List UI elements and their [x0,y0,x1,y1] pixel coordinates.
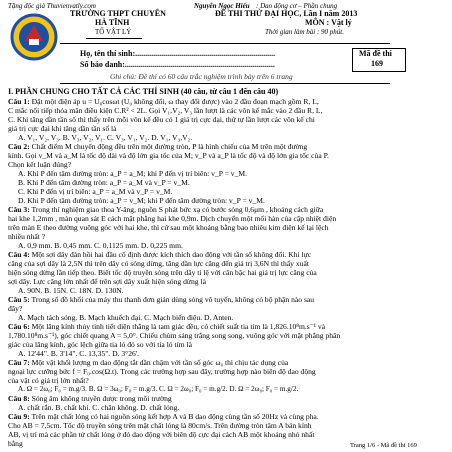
question-number: Câu 1: [8,97,30,106]
exam-subject: MÔN : Vật lý [305,18,352,27]
exam-title: ĐỀ THI THỬ ĐẠI HỌC, Lần I năm 2013 [215,9,358,18]
school-line-1: TRƯỜNG THPT CHUYÊN [70,9,166,18]
body-line: sợi dây. Lực căng lớn nhất để trên sợi dây xuất hiện sóng dừng là [8,277,206,286]
header-divider [60,43,390,44]
body-line: Câu 6: Một lăng kính thủy tinh tiết diện thẳng là tam giác đều, có chiết suất tia tím là 1,826.10⁸m.s⁻¹ và [8,322,326,331]
answer-line: A. 12'44". B. 3'14". C. 13,35". D. 3°26'. [18,349,140,358]
body-line: đây? [8,304,23,313]
body-line: hiện sóng dừng lần tiếp theo. Biết tốc độ truyền sóng trên dây tỉ lệ với căn bậc hai giá trị lực căng của [8,268,317,277]
body-line: Câu 3: Trong thí nghiệm giao thoa Y-âng, nguồn S phát bức xạ có bước sóng 0,6μm , khoảng cách giữa [8,205,324,214]
body-line: Câu 9: Trên mặt chất lỏng có hai nguồn sóng kết hợp A và B dao động cùng tần số 20Hz và cùng pha. [8,412,319,421]
section-title: I. PHẦN CHUNG CHO TẤT CẢ CÁC THÍ SINH (40 câu, từ câu 1 đến câu 40) [8,87,279,96]
body-line: Câu 8: Sóng âm không truyền được trong môi trường [8,394,172,403]
exam-code-value: 169 [371,59,383,68]
question-number: Câu 2: [8,142,30,151]
body-line: C. Khi tăng dần tần số thì thấy trên mỗi vôn kế đều có 1 giá trị cực đại, thứ tự lần lượt các vôn kế chỉ [8,115,315,124]
gift-text: Tặng độc giả Thuvienvatly.com [8,2,96,10]
school-line-3: TỔ VẬT LÝ [95,28,132,36]
answer-line: A. 0,9 mm. B. 0,45 mm. C. 0,1125 mm. D. 0,225 mm. [18,241,183,250]
question-number: Câu 5: [8,295,30,304]
question-number: Câu 6: [8,322,30,331]
answer-line: A. Khi P đến tâm đường tròn: a_P = a_M; khi P đến vị trí biên: v_P = v_M. [18,169,248,178]
body-line: Chọn kết luận đúng? [8,160,72,169]
body-line: AB, vị trí mà các phần tử chất lỏng ở đó dao động với biên độ cực đại cách AB một khoảng nhỏ nhất [8,430,315,439]
answer-line: A. 90N. B. 15N. C. 18N. D. 130N. [18,286,124,295]
body-line: ngoại lực cưỡng bức f = F₀.cos(Ω.t). Trong các trường hợp sau đây, trường hợp nào biên độ dao động [8,367,316,376]
answer-line: A. Ω = 2ω₀; F₀ = m.g/3. B. Ω = 3ω₀; F₀ = m.g/3. C. Ω = 2ω₀; F₀ = m.g/2. D. Ω = 2ω₀; F₀ = m.g/2. [18,385,299,393]
question-number: Câu 7: [8,358,30,367]
body-line: giá trị cực đại khi tăng dần tần số là [8,124,117,133]
school-underline [86,38,142,39]
body-line: C mắc nối tiếp thỏa mãn điều kiện C.R² < 2L. Gọi V₁,V₂, V₃ lần lượt là các vôn kế mắc vào 2 đầu R, L, [8,106,323,115]
body-line: của vật có giá trị lớn nhất? [8,376,89,385]
body-line: nhiều nhất ? [8,232,46,241]
exam-note: Ghi chú: Đề thi có 60 câu trắc nghiệm trình bày trên 6 trang [110,72,293,81]
author-note: : Dao động cơ – Phần chung [256,2,338,10]
body-line: kính. Gọi v_M và a_M là tốc độ dài và độ lớn gia tốc của M; v_P và a_P là tốc độ và độ lớn gia tốc của P. [8,151,329,160]
body-line: Câu 1: Đặt một điện áp u = U₀cosωt (U₀ không đổi, ω thay đổi được) vào 2 đầu đoạn mạch gồm R, L, [8,97,319,106]
body-line: giác của lăng kính, góc lệch giữa tia ló đỏ so với tia ló tím là [8,340,193,349]
exam-code-label: Mã đề thi [359,49,392,58]
author-name: Nguyễn Ngọc Hiếu [194,2,250,10]
body-line: hai khe 1,2mm , màn quan sát E cách mặt phẳng hai khe 0,9m. Dịch chuyển một mối hàn của cặp nhiệt điện [8,214,337,223]
page-footer: Trang 1/6 - Mã đề thi 169 [350,442,417,449]
answer-line: A. Mạch tách sóng. B. Mạch khuếch đại. C. Mạch biến điệu. D. Anten. [18,313,234,322]
answer-line: A. V₁, V₂, V₃. B. V₃, V₂, V₁. C. V₃, V₁, V₂. D. V₁, V₃,V₂. [18,133,193,142]
body-line: Câu 7: Một vật khối lượng m dao động tắt dần chậm với tần số góc ω₀ thì chịu tác dụng của [8,358,289,367]
body-line: Câu 2: Chất điểm M chuyển động đều trên một đường tròn, P là hình chiếu của M trên một đường [8,142,308,151]
exam-time: Thời gian làm bài : 90 phút. [265,28,344,36]
body-line: Cho AB = 7,5cm. Tốc độ truyền sóng trên mặt chất lỏng là 80cm/s. Trên đường tròn tâm A bán kính [8,421,312,430]
body-line: Câu 5: Trong số đồ khối của máy thu thanh đơn giản dùng sóng vô tuyến, không có bộ phận nào sau [8,295,315,304]
answer-line: C. Khi P đến vị trí biên: a_P = a_M và v_P = v_M. [18,187,173,196]
candidate-id-field: Số báo danh:........................................................................... [80,60,275,69]
body-line: trên màn E theo đường vuông góc với hai khe, thì cứ sau một khoảng bằng bao nhiêu kim điện kế lại lệch [8,223,329,232]
answer-line: B. Khi P đến tâm đường tròn: a_P = a_M và v_P = v_M. [18,178,190,187]
answer-line: D. Khi P đến tâm đường tròn: a_P = v_M; khi P đến tâm đường tròn: v_P = v_M. [18,196,265,205]
school-logo [10,13,58,61]
question-number: Câu 8: [8,394,30,403]
body-line: 1,780.10⁸m.s⁻¹), góc chiết quang A = 5,0°. Chiếu chùm sáng trắng song song, vuông góc với mặt phẳng phân [8,331,341,340]
body-line: bằng [8,439,23,448]
body-line: căng của sợi dây là 2,5N thì trên dây có sóng dừng, tăng dần lực căng đến giá trị 3,6N thì thấy xuất [8,259,309,268]
school-line-2: HÀ TĨNH [95,18,130,27]
question-number: Câu 9: [8,412,30,421]
question-number: Câu 4: [8,250,30,259]
note-divider [60,83,390,84]
body-line: Câu 4: Một sợi dây đàn hồi hai đầu cố định được kích thích dao động với tần số không đổi. Khi lực [8,250,312,259]
candidate-name-field: Họ, tên thí sinh:...................................................................... [80,49,276,58]
answer-line: A. chất rắn. B. chất khí. C. chân không. D. chất lỏng. [18,403,180,412]
question-number: Câu 3: [8,205,30,214]
